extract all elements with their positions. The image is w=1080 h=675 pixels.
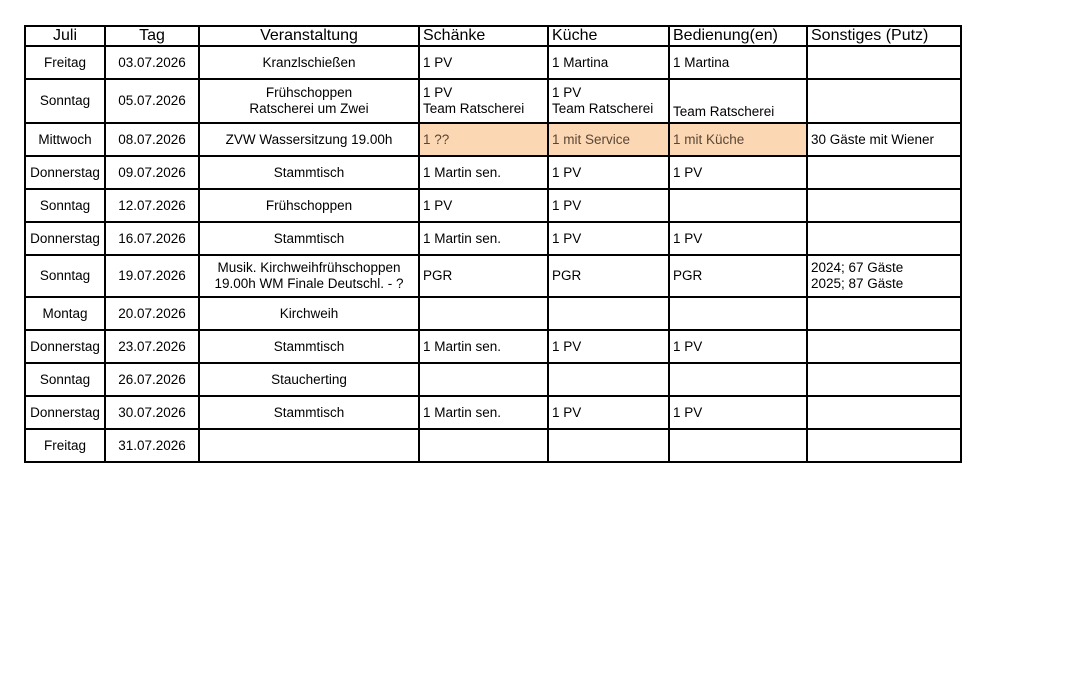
kitchen-cell [548, 330, 669, 363]
service-cell [669, 189, 807, 222]
service-line: 1 Martina [673, 54, 730, 70]
misc-cell [807, 429, 961, 462]
kitchen-cell [548, 156, 669, 189]
date-cell: 31.07.2026 [105, 429, 199, 462]
date-cell: 23.07.2026 [105, 330, 199, 363]
bar-line: 1 ?? [423, 131, 450, 147]
kitchen-cell [548, 363, 669, 396]
event-line: 19.00h WM Finale Deutschl. - ? [214, 276, 404, 291]
kitchen-cell [548, 189, 669, 222]
kitchen-cell [548, 123, 669, 156]
kitchen-cell [548, 255, 669, 297]
date-cell: 09.07.2026 [105, 156, 199, 189]
weekday-cell: Freitag [25, 429, 105, 462]
misc-cell [807, 156, 961, 189]
misc-cell [807, 330, 961, 363]
misc-cell [807, 123, 961, 156]
weekday-cell: Donnerstag [25, 156, 105, 189]
kitchen-cell [548, 297, 669, 330]
kitchen-line: Team Ratscherei [552, 101, 654, 116]
kitchen-line: PGR [552, 268, 582, 283]
event-cell [199, 123, 419, 156]
header-kitchen: Küche [548, 26, 669, 46]
service-line: 1 PV [673, 230, 703, 246]
event-line: Stammtisch [273, 164, 345, 180]
event-cell [199, 222, 419, 255]
event-line: Staucherting [271, 371, 347, 387]
misc-line: 2024; 67 Gäste [811, 260, 904, 275]
service-cell [669, 123, 807, 156]
header-event: Veranstaltung [199, 26, 419, 46]
date-cell: 08.07.2026 [105, 123, 199, 156]
header-misc: Sonstiges (Putz) [807, 26, 961, 46]
event-cell [199, 396, 419, 429]
kitchen-line: 1 PV [552, 85, 582, 100]
kitchen-cell [548, 79, 669, 123]
table-row [25, 123, 961, 156]
event-cell [199, 297, 419, 330]
header-bar: Schänke [419, 26, 548, 46]
misc-cell [807, 255, 961, 297]
bar-line: 1 Martin sen. [423, 338, 502, 354]
table-row [25, 79, 961, 123]
schedule-sheet [24, 25, 962, 463]
kitchen-cell [548, 429, 669, 462]
misc-cell [807, 363, 961, 396]
date-cell: 16.07.2026 [105, 222, 199, 255]
table-row [25, 222, 961, 255]
service-line: 1 PV [673, 404, 703, 420]
event-line: Frühschoppen [265, 197, 353, 213]
weekday-cell: Sonntag [25, 255, 105, 297]
bar-cell [419, 363, 548, 396]
bar-cell [419, 330, 548, 363]
schedule-table [24, 25, 962, 463]
event-line: Stammtisch [273, 338, 345, 354]
bar-line: 1 PV [423, 197, 453, 213]
table-row [25, 297, 961, 330]
event-cell [199, 363, 419, 396]
bar-line: 1 Martin sen. [423, 164, 502, 180]
event-line: Ratscherei um Zwei [249, 101, 369, 116]
event-line: Musik. Kirchweihfrühschoppen [217, 260, 401, 275]
date-cell: 12.07.2026 [105, 189, 199, 222]
bar-line: Team Ratscherei [423, 101, 525, 116]
weekday-cell: Donnerstag [25, 396, 105, 429]
date-cell: 20.07.2026 [105, 297, 199, 330]
service-cell [669, 297, 807, 330]
weekday-cell: Donnerstag [25, 222, 105, 255]
service-cell [669, 429, 807, 462]
kitchen-line: 1 Martina [552, 54, 609, 70]
bar-line: 1 PV [423, 85, 453, 100]
kitchen-line: 1 PV [552, 230, 582, 246]
event-cell [199, 156, 419, 189]
kitchen-line: 1 PV [552, 338, 582, 354]
kitchen-line: 1 PV [552, 197, 582, 213]
date-cell: 19.07.2026 [105, 255, 199, 297]
event-cell [199, 429, 419, 462]
misc-cell [807, 46, 961, 79]
bar-cell [419, 222, 548, 255]
table-row [25, 396, 961, 429]
service-line: Team Ratscherei [673, 104, 775, 119]
service-line: 1 mit Küche [673, 131, 745, 147]
misc-cell [807, 189, 961, 222]
event-line: Kranzlschießen [262, 54, 356, 70]
weekday-cell: Sonntag [25, 189, 105, 222]
kitchen-line: 1 mit Service [552, 131, 631, 147]
kitchen-cell [548, 222, 669, 255]
date-cell: 03.07.2026 [105, 46, 199, 79]
weekday-cell: Sonntag [25, 363, 105, 396]
date-cell: 30.07.2026 [105, 396, 199, 429]
event-line: Frühschoppen [265, 85, 353, 100]
bar-cell [419, 255, 548, 297]
header-month: Juli [25, 26, 105, 46]
weekday-cell: Sonntag [25, 79, 105, 123]
misc-line: 2025; 87 Gäste [811, 276, 904, 291]
kitchen-cell [548, 46, 669, 79]
bar-cell [419, 297, 548, 330]
table-row [25, 429, 961, 462]
header-day: Tag [105, 26, 199, 46]
event-line: Stammtisch [273, 404, 345, 420]
table-row [25, 46, 961, 79]
service-cell [669, 79, 807, 123]
bar-cell [419, 123, 548, 156]
kitchen-line: 1 PV [552, 404, 582, 420]
service-cell [669, 46, 807, 79]
service-cell [669, 396, 807, 429]
kitchen-line: 1 PV [552, 164, 582, 180]
table-row [25, 363, 961, 396]
bar-cell [419, 156, 548, 189]
service-line: PGR [673, 268, 703, 283]
weekday-cell: Donnerstag [25, 330, 105, 363]
table-row [25, 156, 961, 189]
bar-line: 1 PV [423, 54, 453, 70]
service-cell [669, 330, 807, 363]
table-row [25, 255, 961, 297]
bar-cell [419, 46, 548, 79]
date-cell: 05.07.2026 [105, 79, 199, 123]
misc-cell [807, 396, 961, 429]
bar-line: PGR [423, 268, 453, 283]
misc-cell [807, 222, 961, 255]
bar-line: 1 Martin sen. [423, 230, 502, 246]
kitchen-cell [548, 396, 669, 429]
misc-line: 30 Gäste mit Wiener [811, 131, 935, 147]
event-cell [199, 255, 419, 297]
bar-cell [419, 79, 548, 123]
service-line: 1 PV [673, 164, 703, 180]
header-service: Bedienung(en) [669, 26, 807, 46]
date-cell: 26.07.2026 [105, 363, 199, 396]
event-cell [199, 46, 419, 79]
service-cell [669, 363, 807, 396]
service-line: 1 PV [673, 338, 703, 354]
service-cell [669, 222, 807, 255]
bar-cell [419, 429, 548, 462]
bar-line: 1 Martin sen. [423, 404, 502, 420]
misc-cell [807, 297, 961, 330]
bar-cell [419, 396, 548, 429]
weekday-cell: Montag [25, 297, 105, 330]
event-cell [199, 79, 419, 123]
table-row [25, 330, 961, 363]
event-cell [199, 330, 419, 363]
event-line: Stammtisch [273, 230, 345, 246]
weekday-cell: Freitag [25, 46, 105, 79]
event-line: Kirchweih [279, 305, 339, 321]
misc-cell [807, 79, 961, 123]
service-cell [669, 255, 807, 297]
table-row [25, 189, 961, 222]
event-cell [199, 189, 419, 222]
weekday-cell: Mittwoch [25, 123, 105, 156]
service-cell [669, 156, 807, 189]
event-line: ZVW Wassersitzung 19.00h [225, 131, 393, 147]
header-row [25, 26, 961, 46]
bar-cell [419, 189, 548, 222]
